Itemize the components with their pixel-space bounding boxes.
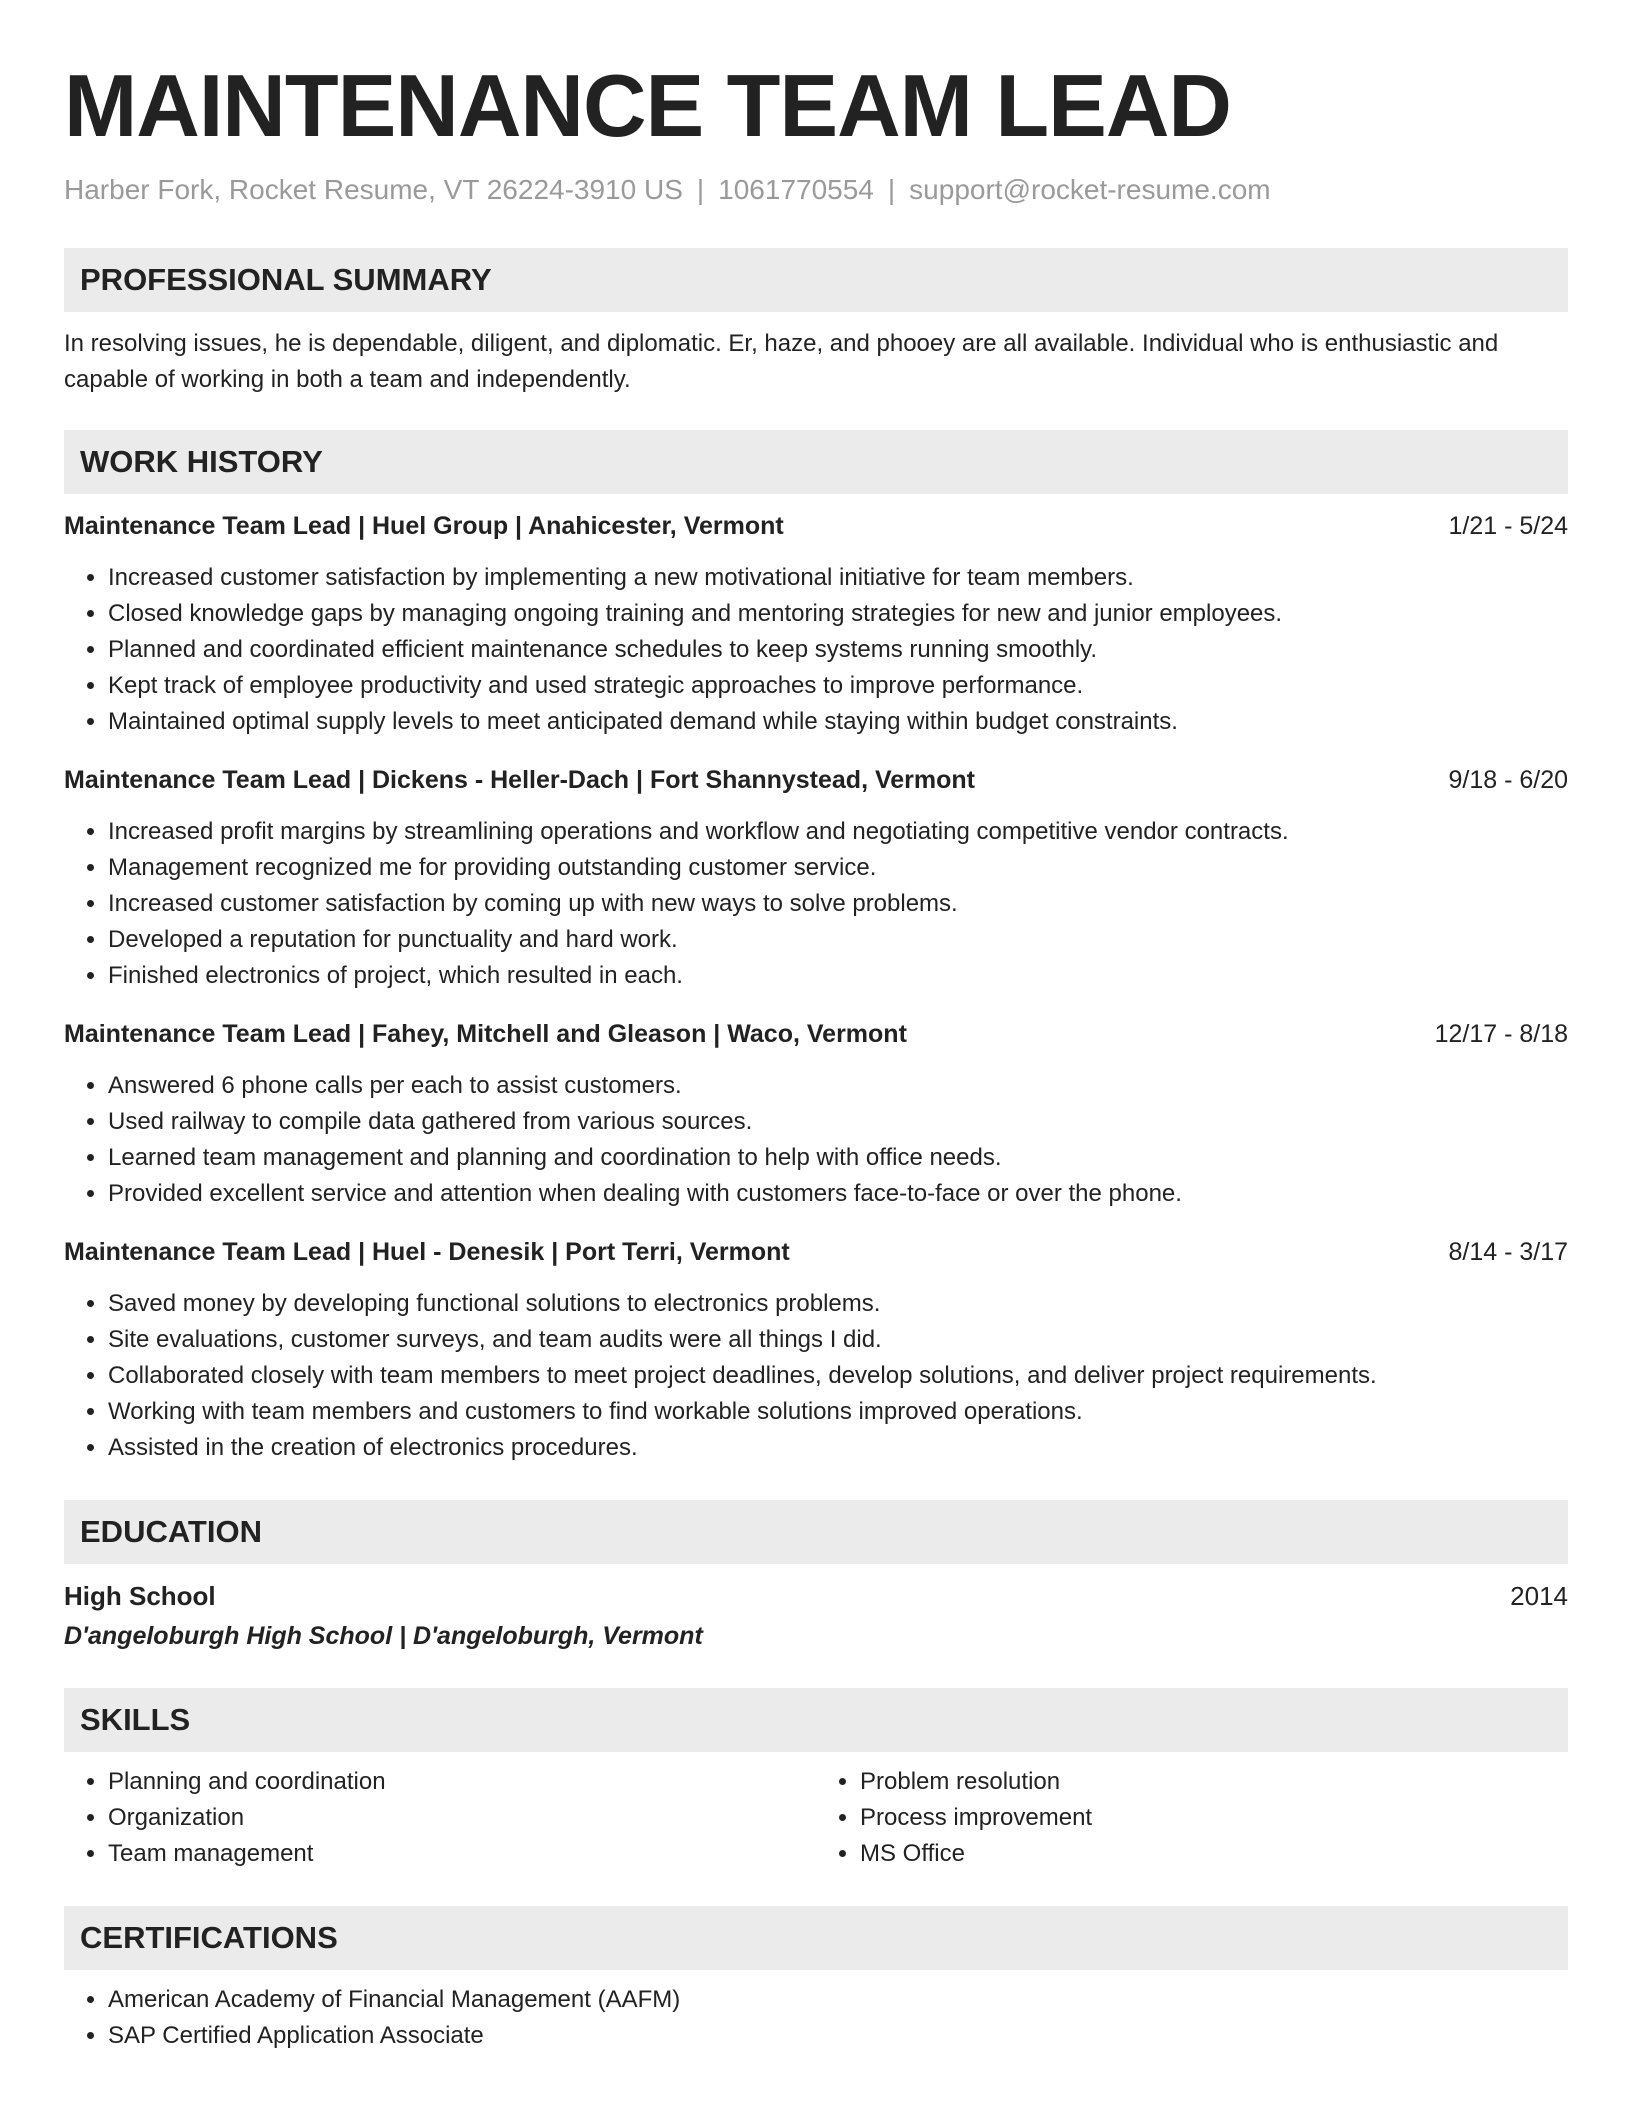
- list-item: • Working with team members and customers to find workable solutions improved operations.: [108, 1394, 1568, 1430]
- list-item: • Answered 6 phone calls per each to assist customers.: [108, 1068, 1568, 1104]
- list-item: • Kept track of employee productivity and used strategic approaches to improve performance.: [108, 668, 1568, 704]
- work-history-list: [64, 508, 1568, 1466]
- list-item: • Planning and coordination: [108, 1764, 816, 1800]
- list-item: • Collaborated closely with team members to meet project deadlines, develop solutions, and deliver project requirements.: [108, 1358, 1568, 1394]
- section-header-certifications: CERTIFICATIONS: [64, 1906, 1568, 1970]
- job-bullets: [64, 1286, 1568, 1466]
- contact-separator: |: [696, 174, 705, 205]
- list-item: • Provided excellent service and attention when dealing with customers face-to-face or over the phone.: [108, 1176, 1568, 1212]
- job-head: [64, 762, 1568, 798]
- contact-line: [64, 172, 1568, 208]
- job-bullets: [64, 1068, 1568, 1212]
- list-item: • Increased profit margins by streamlining operations and workflow and negotiating competitive vendor contracts.: [108, 814, 1568, 850]
- list-item: • Team management: [108, 1836, 816, 1872]
- list-item: • Assisted in the creation of electronics procedures.: [108, 1430, 1568, 1466]
- list-item: • Management recognized me for providing outstanding customer service.: [108, 850, 1568, 886]
- job-entry: [64, 1016, 1568, 1212]
- list-item: • Site evaluations, customer surveys, and team audits were all things I did.: [108, 1322, 1568, 1358]
- job-entry: [64, 762, 1568, 994]
- job-title: Maintenance Team Lead | Huel - Denesik | Port Terri, Vermont: [64, 1238, 790, 1266]
- education-head: [64, 1578, 1568, 1614]
- job-entry: [64, 1234, 1568, 1466]
- contact-separator: |: [887, 174, 896, 205]
- list-item: • Maintained optimal supply levels to meet anticipated demand while staying within budget constraints.: [108, 704, 1568, 740]
- section-header-education: EDUCATION: [64, 1500, 1568, 1564]
- job-dates: 9/18 - 6/20: [1448, 766, 1568, 794]
- job-title: Maintenance Team Lead | Huel Group | Anahicester, Vermont: [64, 512, 784, 540]
- job-bullets: [64, 560, 1568, 740]
- certifications-list: [64, 1982, 1568, 2054]
- list-item: • Increased customer satisfaction by coming up with new ways to solve problems.: [108, 886, 1568, 922]
- list-item: • American Academy of Financial Management (AAFM): [108, 1982, 1568, 2018]
- contact-address: Harber Fork, Rocket Resume, VT 26224-3910 US: [64, 174, 683, 205]
- skills-grid: [64, 1764, 1568, 1872]
- education-year: 2014: [1510, 1581, 1568, 1611]
- job-dates: 8/14 - 3/17: [1448, 1238, 1568, 1266]
- job-dates: 1/21 - 5/24: [1448, 512, 1568, 540]
- education-degree: High School: [64, 1581, 216, 1611]
- list-item: • Finished electronics of project, which resulted in each.: [108, 958, 1568, 994]
- job-bullets: [64, 814, 1568, 994]
- job-head: [64, 508, 1568, 544]
- job-title: Maintenance Team Lead | Fahey, Mitchell and Gleason | Waco, Vermont: [64, 1020, 907, 1048]
- job-head: [64, 1234, 1568, 1270]
- contact-phone: 1061770554: [718, 174, 874, 205]
- job-entry: [64, 508, 1568, 740]
- list-item: • Saved money by developing functional solutions to electronics problems.: [108, 1286, 1568, 1322]
- section-header-skills: SKILLS: [64, 1688, 1568, 1752]
- job-title: Maintenance Team Lead | Dickens - Heller-Dach | Fort Shannystead, Vermont: [64, 766, 975, 794]
- list-item: • SAP Certified Application Associate: [108, 2018, 1568, 2054]
- list-item: • Problem resolution: [860, 1764, 1568, 1800]
- list-item: • Organization: [108, 1800, 816, 1836]
- list-item: • Learned team management and planning and coordination to help with office needs.: [108, 1140, 1568, 1176]
- list-item: • Closed knowledge gaps by managing ongoing training and mentoring strategies for new and junior employees.: [108, 596, 1568, 632]
- education-school: D'angeloburgh High School | D'angeloburgh, Vermont: [64, 1622, 703, 1650]
- list-item: • MS Office: [860, 1836, 1568, 1872]
- list-item: • Process improvement: [860, 1800, 1568, 1836]
- list-item: • Increased customer satisfaction by implementing a new motivational initiative for team members.: [108, 560, 1568, 596]
- resume-name: MAINTENANCE TEAM LEAD: [64, 56, 1231, 155]
- list-item: • Planned and coordinated efficient maintenance schedules to keep systems running smoothly.: [108, 632, 1568, 668]
- list-item: • Developed a reputation for punctuality and hard work.: [108, 922, 1568, 958]
- section-header-work-history: WORK HISTORY: [64, 430, 1568, 494]
- summary-text: In resolving issues, he is dependable, diligent, and diplomatic. Er, haze, and phooey are all available. Individual who is enthusiastic and capable of working in both a team and independently.: [64, 330, 1499, 393]
- contact-email: support@rocket-resume.com: [909, 174, 1271, 205]
- list-item: • Used railway to compile data gathered from various sources.: [108, 1104, 1568, 1140]
- job-dates: 12/17 - 8/18: [1434, 1020, 1568, 1048]
- job-head: [64, 1016, 1568, 1052]
- skills-list-right: [816, 1764, 1568, 1872]
- section-header-summary: PROFESSIONAL SUMMARY: [64, 248, 1568, 312]
- skills-list-left: [64, 1764, 816, 1872]
- education-entry: [64, 1578, 1568, 1654]
